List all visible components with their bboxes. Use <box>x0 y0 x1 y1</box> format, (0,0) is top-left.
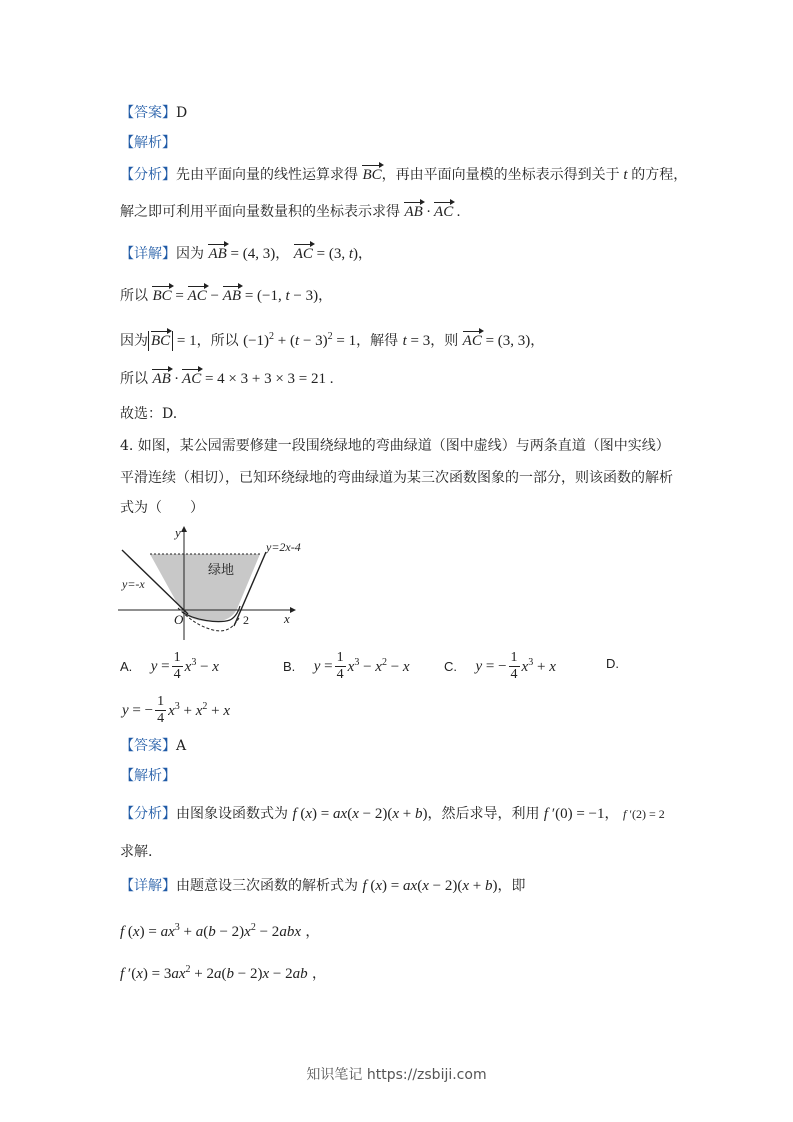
answer-tag: 【答案】 <box>120 738 176 754</box>
detail-text: ，解得 <box>356 333 399 349</box>
q3-jiexi-tag: 【解析】 <box>120 135 176 151</box>
q4-stem-line-3: 式为（ ） <box>120 500 204 516</box>
formula: BC <box>148 331 173 351</box>
formula: t = 3 <box>402 333 431 349</box>
formula: f (x) = ax(x − 2)(x + b) <box>362 878 498 894</box>
q4-answer-line <box>120 736 186 756</box>
q4-detail-line-1 <box>120 876 525 896</box>
vector-bc: BC <box>362 167 382 183</box>
detail-text: 所以 <box>120 371 148 387</box>
detail-text: 因为 <box>176 246 204 262</box>
q4-jiexi-tag: 【解析】 <box>120 768 176 784</box>
green-area <box>150 554 260 622</box>
option-d[interactable]: y = − $\frac{1}{4}$ $x^3 + x^2 + x$ <box>122 694 231 726</box>
answer-value: A <box>176 738 187 754</box>
fenxi-text: ，再由平面向量模的坐标表示得到关于 <box>381 167 620 183</box>
answer-value: D <box>176 105 188 121</box>
option-d-label[interactable]: D. <box>606 656 619 671</box>
label-x: x <box>284 611 290 626</box>
footer-watermark: 知识笔记 https://zsbiji.com <box>306 1067 487 1083</box>
formula: AB · AC = 4 × 3 + 3 × 3 = 21 . <box>152 371 334 387</box>
detail-tag: 【详解】 <box>120 246 176 262</box>
label-line-right: y=2x-4 <box>266 540 301 554</box>
q4-stem-line-1: 4. 如图，某公园需要修建一段围绕绿地的弯曲绿道（图中虚线）与两条直道（图中实线） <box>120 438 670 454</box>
formula: $(-1)^2 + (t - 3)^2 = 1$ <box>243 331 357 349</box>
detail-text: ，则 <box>430 333 459 349</box>
q3-answer-line <box>120 103 187 123</box>
fenxi-text: 的方程， <box>631 167 688 183</box>
detail-text: 因为 <box>120 333 148 349</box>
label-line-left: y=-x <box>122 577 145 591</box>
x-axis-arrow <box>290 607 296 613</box>
formula: f ′(0) = −1 <box>543 806 605 822</box>
detail-text: ，所以 <box>196 333 239 349</box>
formula: f $'(x) = 3ax^2 + 2a(b - 2)x - 2ab$ <box>120 964 308 982</box>
q3-detail-line-3: 因为 BC = 1，所以 $(-1)^2 + (t - 3)^2 = 1$，解得 t = 3，则 AC = (3, 3)， <box>120 331 545 349</box>
formula: f $(x) = ax^3 + a(b - 2)x^2 - 2abx$ <box>120 922 301 940</box>
q4-detail-line-2: f $(x) = ax^3 + a(b - 2)x^2 - 2abx$ ， <box>120 922 320 940</box>
fenxi-text: 解之即可利用平面向量数量积的坐标表示求得 <box>120 204 400 220</box>
formula: AB = (4, 3) <box>208 246 276 262</box>
fenxi-text: 先由平面向量的线性运算求得 <box>176 167 358 183</box>
formula: f (x) = ax(x − 2)(x + b) <box>292 806 428 822</box>
q3-detail-line-4 <box>120 369 334 389</box>
q4-stem-line-2: 平滑连续（相切），已知环绕绿地的弯曲绿道为某三次函数图象的一部分，则该函数的解析 <box>120 470 673 486</box>
detail-tag: 【详解】 <box>120 878 176 894</box>
formula: BC = AC − AB = (−1, t − 3) <box>152 288 319 304</box>
detail-text: 所以 <box>120 288 148 304</box>
option-c[interactable]: C. y = − $\frac{1}{4}$ $x^3 + x$ <box>444 650 556 682</box>
y-axis-arrow <box>181 526 187 532</box>
label-green: 绿地 <box>208 563 235 578</box>
label-origin: O <box>174 612 184 627</box>
fenxi-text: ，然后求导，利用 <box>427 806 540 822</box>
answer-tag: 【答案】 <box>120 105 176 121</box>
fenxi-tag: 【分析】 <box>120 806 176 822</box>
fenxi-text: 由图象设函数式为 <box>176 806 288 822</box>
q4-figure <box>118 522 308 640</box>
option-b[interactable]: B. y = $\frac{1}{4}$ $x^3 - x^2 - x$ <box>283 650 410 682</box>
detail-text: ，即 <box>497 878 526 894</box>
formula: AC = (3, 3) <box>462 333 531 349</box>
q3-fenxi-line-2 <box>120 202 461 222</box>
q4-fenxi-line-1: 【分析】由图象设函数式为 f (x) = ax(x − 2)(x + b)，然后求导，利用 f ′(0) = −1， f ′(2) = 2 <box>120 806 665 822</box>
var-t: t <box>619 167 632 183</box>
q4-fenxi-line-2: 求解. <box>120 844 153 860</box>
fenxi-tag: 【分析】 <box>120 167 176 183</box>
detail-text: 由题意设三次函数的解析式为 <box>176 878 358 894</box>
dot-product: AB · AC . <box>404 204 461 220</box>
q4-detail-line-3: f $'(x) = 3ax^2 + 2a(b - 2)x - 2ab$ ， <box>120 964 327 982</box>
q3-fenxi-line-1 <box>120 165 687 185</box>
formula: AC = (3, t) <box>293 246 358 262</box>
option-a[interactable]: A. y = $\frac{1}{4}$ $x^3 - x$ <box>120 650 219 682</box>
q3-conclusion: 故选：D. <box>120 406 178 422</box>
q3-detail-line-2: 所以 BC = AC − AB = (−1, t − 3)， <box>120 288 333 304</box>
formula: f ′(2) = 2 <box>622 807 665 821</box>
label-two: 2 <box>243 613 249 627</box>
q3-detail-line-1: 【详解】因为 AB = (4, 3)， AC = (3, t)， <box>120 246 372 262</box>
label-y: y <box>175 525 181 540</box>
